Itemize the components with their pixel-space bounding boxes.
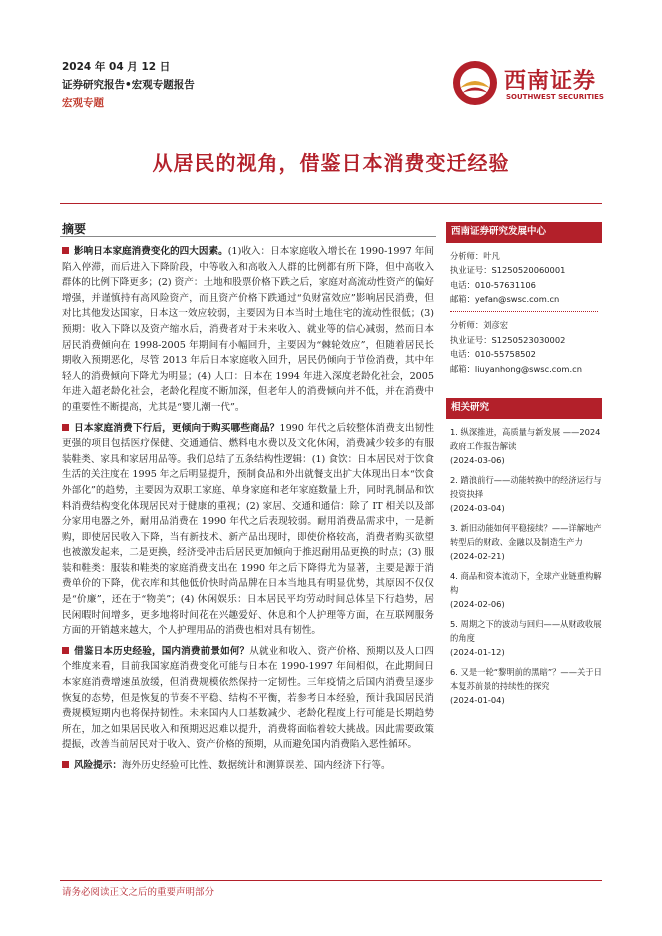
logo-name-cn: 西南证券 (504, 68, 597, 94)
analyst-divider (450, 311, 598, 312)
analyst-email[interactable]: 邮箱：liuyanhong@swsc.com.cn (450, 363, 582, 374)
related-item-date: (2024-03-06) (450, 454, 505, 465)
bullet-square-icon (62, 647, 69, 654)
analyst-block (446, 318, 602, 376)
logo-name-en: SOUTHWEST SECURITIES (506, 93, 604, 101)
research-center-title: 西南证券研究发展中心 (446, 222, 602, 243)
abstract-paragraph (62, 244, 434, 416)
related-item-title: 1. 纵深推进，高质量与新发展 ——2024 政府工作报告解读 (450, 426, 601, 451)
related-item[interactable] (446, 617, 602, 659)
analyst-email[interactable]: 邮箱：yefan@swsc.com.cn (450, 294, 560, 305)
report-date: 2024 年 04 月 12 日 (62, 61, 171, 73)
related-item[interactable] (446, 425, 602, 467)
bullet-square-icon (62, 424, 69, 431)
paragraph-text: 从就业和收入、资产价格、预期以及人口四个维度来看，目前我国家庭消费变化可能与日本在 1990-1997 年间相似，在此期间日本家庭消费增速虽放缓，但消费规模依然保持一定韧性。三年疫情之后国内消费呈逐步恢复的态势，但是恢复的节奏不平稳、结构不平衡，若参考日本经验，预计我国居民消费规模短期内也将保持韧性。未来国内人口基数减少、老龄化程度上行可能是长期趋势所在，加之如果居民收入和预期迟迟难以提升，消费将面临着较大挑战。因此需要政策提振，改善当前居民对于收入、资产价格的预期，从而避免国内消费陷入恶性循环。 (62, 645, 435, 751)
related-item-date: (2024-01-12) (450, 646, 505, 657)
logo-mark-icon (452, 60, 498, 106)
abstract-body (62, 244, 434, 779)
abstract-paragraph (62, 644, 434, 753)
bullet-square-icon (62, 247, 69, 254)
related-item-date: (2024-02-06) (450, 598, 505, 609)
related-item-title: 6. 又是一轮“黎明前的黑暗”？——关于日本复苏前景的持续性的探究 (450, 666, 602, 691)
related-item[interactable] (446, 521, 602, 563)
paragraph-text: (1)收入：日本家庭收入增长在 1990-1997 年间陷入停滞，而后进入下降阶段，中等收入和高收入人群的比例都有所下降，但中高收入群体的比例下降更多；(2) 资产：土地和股票价格下跌之后，家庭对高流动性资产的偏好增强，并谨慎持有高风险资产，而且资产价格下跌通过“负财富效应”影响居民消费，但对比其他发达国家，日本这一效应较弱，主要因为日本当时土地住宅的流动性很低；(3) 预期：收入下降以及资产缩水后，消费者对于未来收入、就业等的信心减弱，然而日本居民消费倾向在 1998-2005 年期间有小幅回升，主要因为“棘轮效应”，但随着居民长期收入预期恶化，尽管 2013 年后日本家庭收入回升，居民仍倾向于节俭消费，其中年轻人的消费倾向下降尤为明显；(4) 人口：日本在 1994 年进入深度老龄化社会，2005 年进入超老龄化社会，老龄化程度不断加深，但老年人的消费倾向并不低，并在消费中的重要性不断提高，尤其是“婴儿潮一代”。 (62, 246, 434, 413)
analyst-phone: 电话：010-55758502 (450, 349, 536, 360)
related-item-title: 5. 周期之下的波动与回归——从财政收展的角度 (450, 618, 602, 643)
footer-divider (60, 880, 602, 881)
analyst-phone: 电话：010-57631106 (450, 279, 536, 290)
abstract-paragraph (62, 758, 434, 774)
sidebar (446, 222, 602, 713)
abstract-heading: 摘要 (62, 222, 87, 236)
footer-disclaimer: 请务必阅读正文之后的重要声明部分 (62, 887, 215, 898)
abstract-paragraph (62, 421, 434, 639)
report-type: 证券研究报告•宏观专题报告 (62, 79, 195, 91)
analyst-license: 执业证号：S1250523030002 (450, 334, 566, 345)
related-item[interactable] (446, 569, 602, 611)
bullet-square-icon (62, 761, 69, 768)
related-item-date: (2024-03-04) (450, 502, 505, 513)
paragraph-text: 1990 年代之后较整体消费支出韧性更强的项目包括医疗保健、交通通信、燃料电水费以及文化休闲，消费减少较多的有服装鞋类、家具和家居用品等。我们总结了五条结构性逻辑：(1) 食饮：日本居民对于饮食生活的关注度在 1995 年之后明显提升，预制食品和外出就餐支出扩大体现出日本“饮食外部化”的趋势，主要因为双职工家庭、单身家庭和老年家庭数量上升，同时乳制品和饮料消费结构变化体现居民对于健康的重视；(2) 家居、交通和通信：除了 IT 相关以及部分家用电器之外，耐用品消费在 1990 年代之后表现较弱。耐用消费品需求中，一是新购，即使居民收入下降，当有新技术、新产品出现时，即使价格较高，消费者购买欲望也被激发起来，二是更换，经济受冲击后居民更加倾向于推迟耐用品更换的时点；(3) 服装和鞋类：服装和鞋类的家庭消费支出在 1990 年之后下降得尤为显著，主要是源于消费单价的下降，优衣库和其他低价快时尚品牌在日本当地具有明显优势，其原因不仅仅是“价廉”，还在于“物美”；(4) 休闲娱乐：日本居民平均劳动时间总体呈下行趋势，居民闲暇时间增多，更多地将时间花在兴趣爱好、休息和个人护理等方面，在互联网服务方面的开销越来越大，个人护理用品的消费也相对具有韧性。 (62, 422, 435, 637)
report-category: 宏观专题 (62, 97, 104, 109)
related-item-title: 2. 踏浪前行——动能转换中的经济运行与投资抉择 (450, 474, 602, 499)
analyst-name: 分析师：叶凡 (450, 250, 500, 261)
related-item-title: 4. 商品和资本流动下，全球产业链重构解构 (450, 570, 602, 595)
analyst-block (446, 249, 602, 307)
report-header (62, 58, 195, 112)
related-item[interactable] (446, 473, 602, 515)
analyst-name: 分析师：刘彦宏 (450, 319, 509, 330)
related-item-date: (2024-02-21) (450, 550, 505, 561)
company-logo (452, 60, 612, 110)
paragraph-text: 海外历史经验可比性、数据统计和测算误差、国内经济下行等。 (121, 760, 391, 771)
related-item[interactable] (446, 665, 602, 707)
paragraph-lead: 风险提示： (74, 760, 122, 771)
report-title: 从居民的视角，借鉴日本消费变迁经验 (152, 151, 510, 175)
paragraph-lead: 日本家庭消费下行后，更倾向于购买哪些商品？ (74, 422, 280, 434)
title-divider (60, 203, 602, 204)
abstract-divider (60, 236, 436, 237)
related-item-title: 3. 新旧动能如何平稳接续？——详解地产转型后的财政、金融以及制造生产力 (450, 522, 602, 547)
paragraph-lead: 借鉴日本历史经验，国内消费前景如何？ (74, 645, 250, 657)
related-item-date: (2024-01-04) (450, 694, 505, 705)
paragraph-lead: 影响日本家庭消费变化的四大因素。 (74, 246, 228, 257)
analyst-license: 执业证号：S1250520060001 (450, 265, 566, 276)
related-research-title: 相关研究 (446, 398, 602, 419)
